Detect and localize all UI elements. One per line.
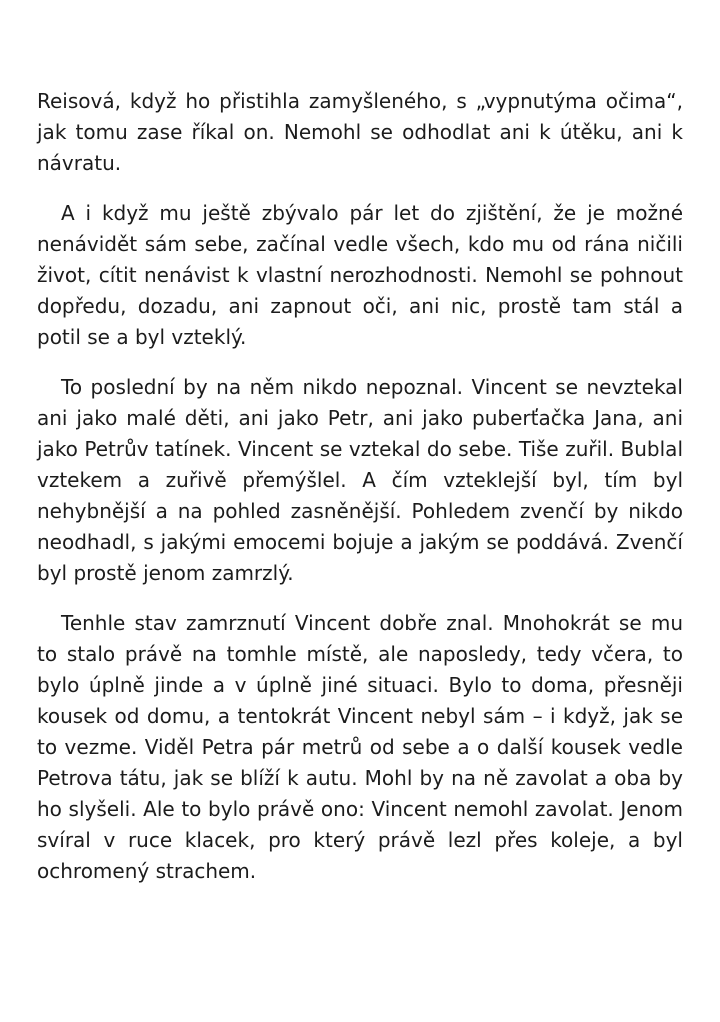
paragraph-3: To poslední by na něm nikdo nepoznal. Vincent se nevztekal ani jako malé děti, ani jako Petr, ani jako puberťačka Jana, ani jako Petrův tatínek. Vincent se vztekal do sebe. Tiše zuřil. Bublal vztekem a zuřivě přemýšlel. A čím vzteklejší byl, tím byl nehybnější a na pohled zasněnější. Pohledem zvenčí by nikdo neodhadl, s jakými emocemi bojuje a jakým se poddává. Zvenčí byl prostě jenom zamrzlý. bbox=[37, 375, 683, 585]
paragraph-4: Tenhle stav zamrznutí Vincent dobře znal. Mnohokrát se mu to stalo právě na tomhle místě, ale naposledy, tedy včera, to bylo úplně jinde a v úplně jiné situaci. Bylo to doma, přesněji kousek od domu, a tentokrát Vincent nebyl sám – i když, jak se to vezme. Viděl Petra pár metrů od sebe a o další kousek vedle Petrova tátu, jak se blíží k autu. Mohl by na ně zavolat a oba by ho slyšeli. Ale to bylo právě ono: Vincent nemohl zavolat. Jenom svíral v ruce klacek, pro který právě lezl přes koleje, a byl ochromený strachem. bbox=[37, 611, 683, 883]
paragraph-2: A i když mu ještě zbývalo pár let do zjištění, že je možné nenávidět sám sebe, začínal vedle všech, kdo mu od rána ničili život, cítit nenávist k vlastní nerozhodnosti. Nemohl se pohnout dopředu, dozadu, ani zapnout oči, ani nic, prostě tam stál a potil se a byl vzteklý. bbox=[37, 201, 683, 349]
paragraph-1: Reisová, když ho přistihla zamyšleného, s „vypnutýma očima“, jak tomu zase říkal on. Nemohl se odhodlat ani k útěku, ani k návratu. bbox=[37, 89, 683, 175]
book-page-text bbox=[37, 86, 683, 906]
